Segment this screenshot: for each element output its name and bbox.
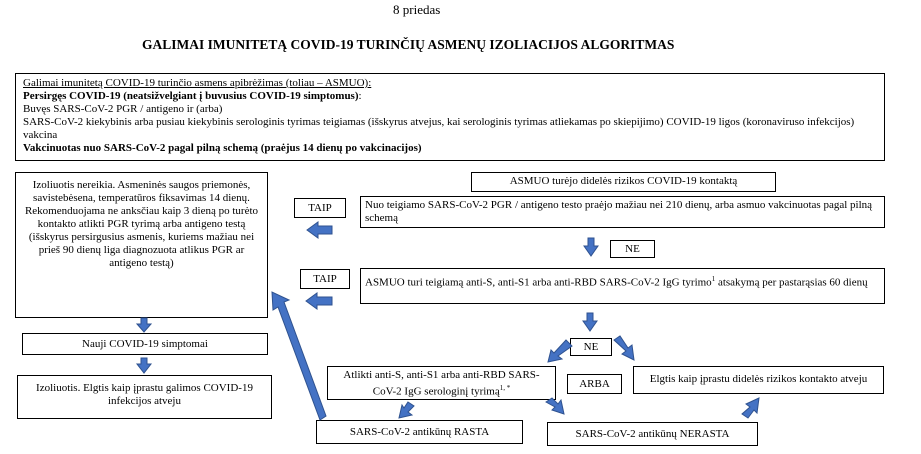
no-label-1: NE bbox=[610, 240, 655, 258]
question-2-text-end: atsakymą per pastarąsias 60 dienų bbox=[715, 276, 868, 289]
or-label: ARBA bbox=[567, 374, 622, 394]
yes-label-1: TAIP bbox=[294, 198, 346, 218]
arrow-to-new-symptoms bbox=[137, 318, 151, 332]
arrow-no-1-down bbox=[584, 238, 598, 256]
arrow-yes-1 bbox=[307, 222, 332, 238]
definition-serology: SARS-CoV-2 kiekybinis arba pusiau kiekybinis serologinis tyrimas teigiamas (išskyrus atvejus, kai serologinis tyrimas atliekamas po skiepijimo) COVID-19 ligos (koronaviruso infekcijos) vakcina bbox=[23, 116, 855, 141]
antibodies-found-box: SARS-CoV-2 antikūnų RASTA bbox=[316, 420, 523, 444]
arrow-to-high-risk bbox=[614, 336, 634, 360]
new-symptoms-box: Nauji COVID-19 simptomai bbox=[22, 333, 268, 355]
recovered-bold: Persirgęs COVID-19 (neatsižvelgiant į buvusius COVID-19 simptomus) bbox=[23, 90, 359, 102]
arrow-yes-2 bbox=[306, 293, 332, 309]
recovered-colon: : bbox=[358, 90, 362, 102]
serology-test-footnote: 1, * bbox=[499, 384, 511, 392]
definition-pcr: Buvęs SARS-CoV-2 PGR / antigeno ir (arba) bbox=[23, 103, 223, 115]
arrow-no-2-down bbox=[583, 313, 597, 331]
question-2-text: ASMUO turi teigiamą anti-S, anti-S1 arba anti-RBD SARS-CoV-2 IgG tyrimo bbox=[365, 276, 712, 289]
arrow-to-not-found bbox=[546, 398, 564, 414]
definition-vaccinated: Vakcinuotas nuo SARS-CoV-2 pagal pilną schemą (praėjus 14 dienų po vakcinacijos) bbox=[23, 142, 422, 154]
contact-box: ASMUO turėjo didelės rizikos COVID-19 kontaktą bbox=[471, 172, 776, 192]
arrow-not-found-to-high-risk bbox=[742, 398, 759, 418]
question-1-box: Nuo teigiamo SARS-CoV-2 PGR / antigeno testo praėjo mažiau nei 210 dienų, arba asmuo vakcinuotas pagal pilną schemą bbox=[360, 196, 885, 228]
question-2-footnote: 1 bbox=[711, 275, 716, 283]
serology-test-text: Atlikti anti-S, anti-S1 arba anti-RBD SARS-CoV-2 IgG serologinį tyrimą bbox=[343, 369, 540, 398]
arrow-to-serology bbox=[548, 340, 572, 362]
high-risk-box: Elgtis kaip įprastu didelės rizikos kontakto atveju bbox=[633, 366, 884, 394]
page-title: GALIMAI IMUNITETĄ COVID-19 TURINČIŲ ASMENŲ IZOLIACIJOS ALGORITMAS bbox=[142, 37, 675, 52]
antibodies-not-found-box: SARS-CoV-2 antikūnų NERASTA bbox=[547, 422, 758, 446]
arrow-to-found bbox=[399, 402, 414, 418]
arrow-found-to-no-isolation bbox=[272, 292, 326, 420]
isolate-box: Izoliuotis. Elgtis kaip įprastu galimos COVID-19 infekcijos atveju bbox=[17, 375, 272, 419]
no-label-2: NE bbox=[570, 338, 612, 356]
arrow-to-isolate bbox=[137, 358, 151, 373]
definition-intro: Galimai imunitetą COVID-19 turinčio asmens apibrėžimas (toliau – ASMUO): bbox=[23, 77, 372, 89]
annex-label: 8 priedas bbox=[393, 2, 441, 17]
yes-label-2: TAIP bbox=[300, 269, 350, 289]
no-isolation-box: Izoliuotis nereikia. Asmeninės saugos priemonės, savistebėsena, temperatūros fiksavimas 14 dienų. Rekomenduojama ne anksčiau kaip 3 dieną po turėto kontakto atlikti PGR tyrimą arba antigeno testą (išskyrus persirgusius asmenis, kuriems mažiau nei prieš 90 dienų liga diagnozuota atlikus PGR ar antigeno testą) bbox=[15, 172, 268, 318]
